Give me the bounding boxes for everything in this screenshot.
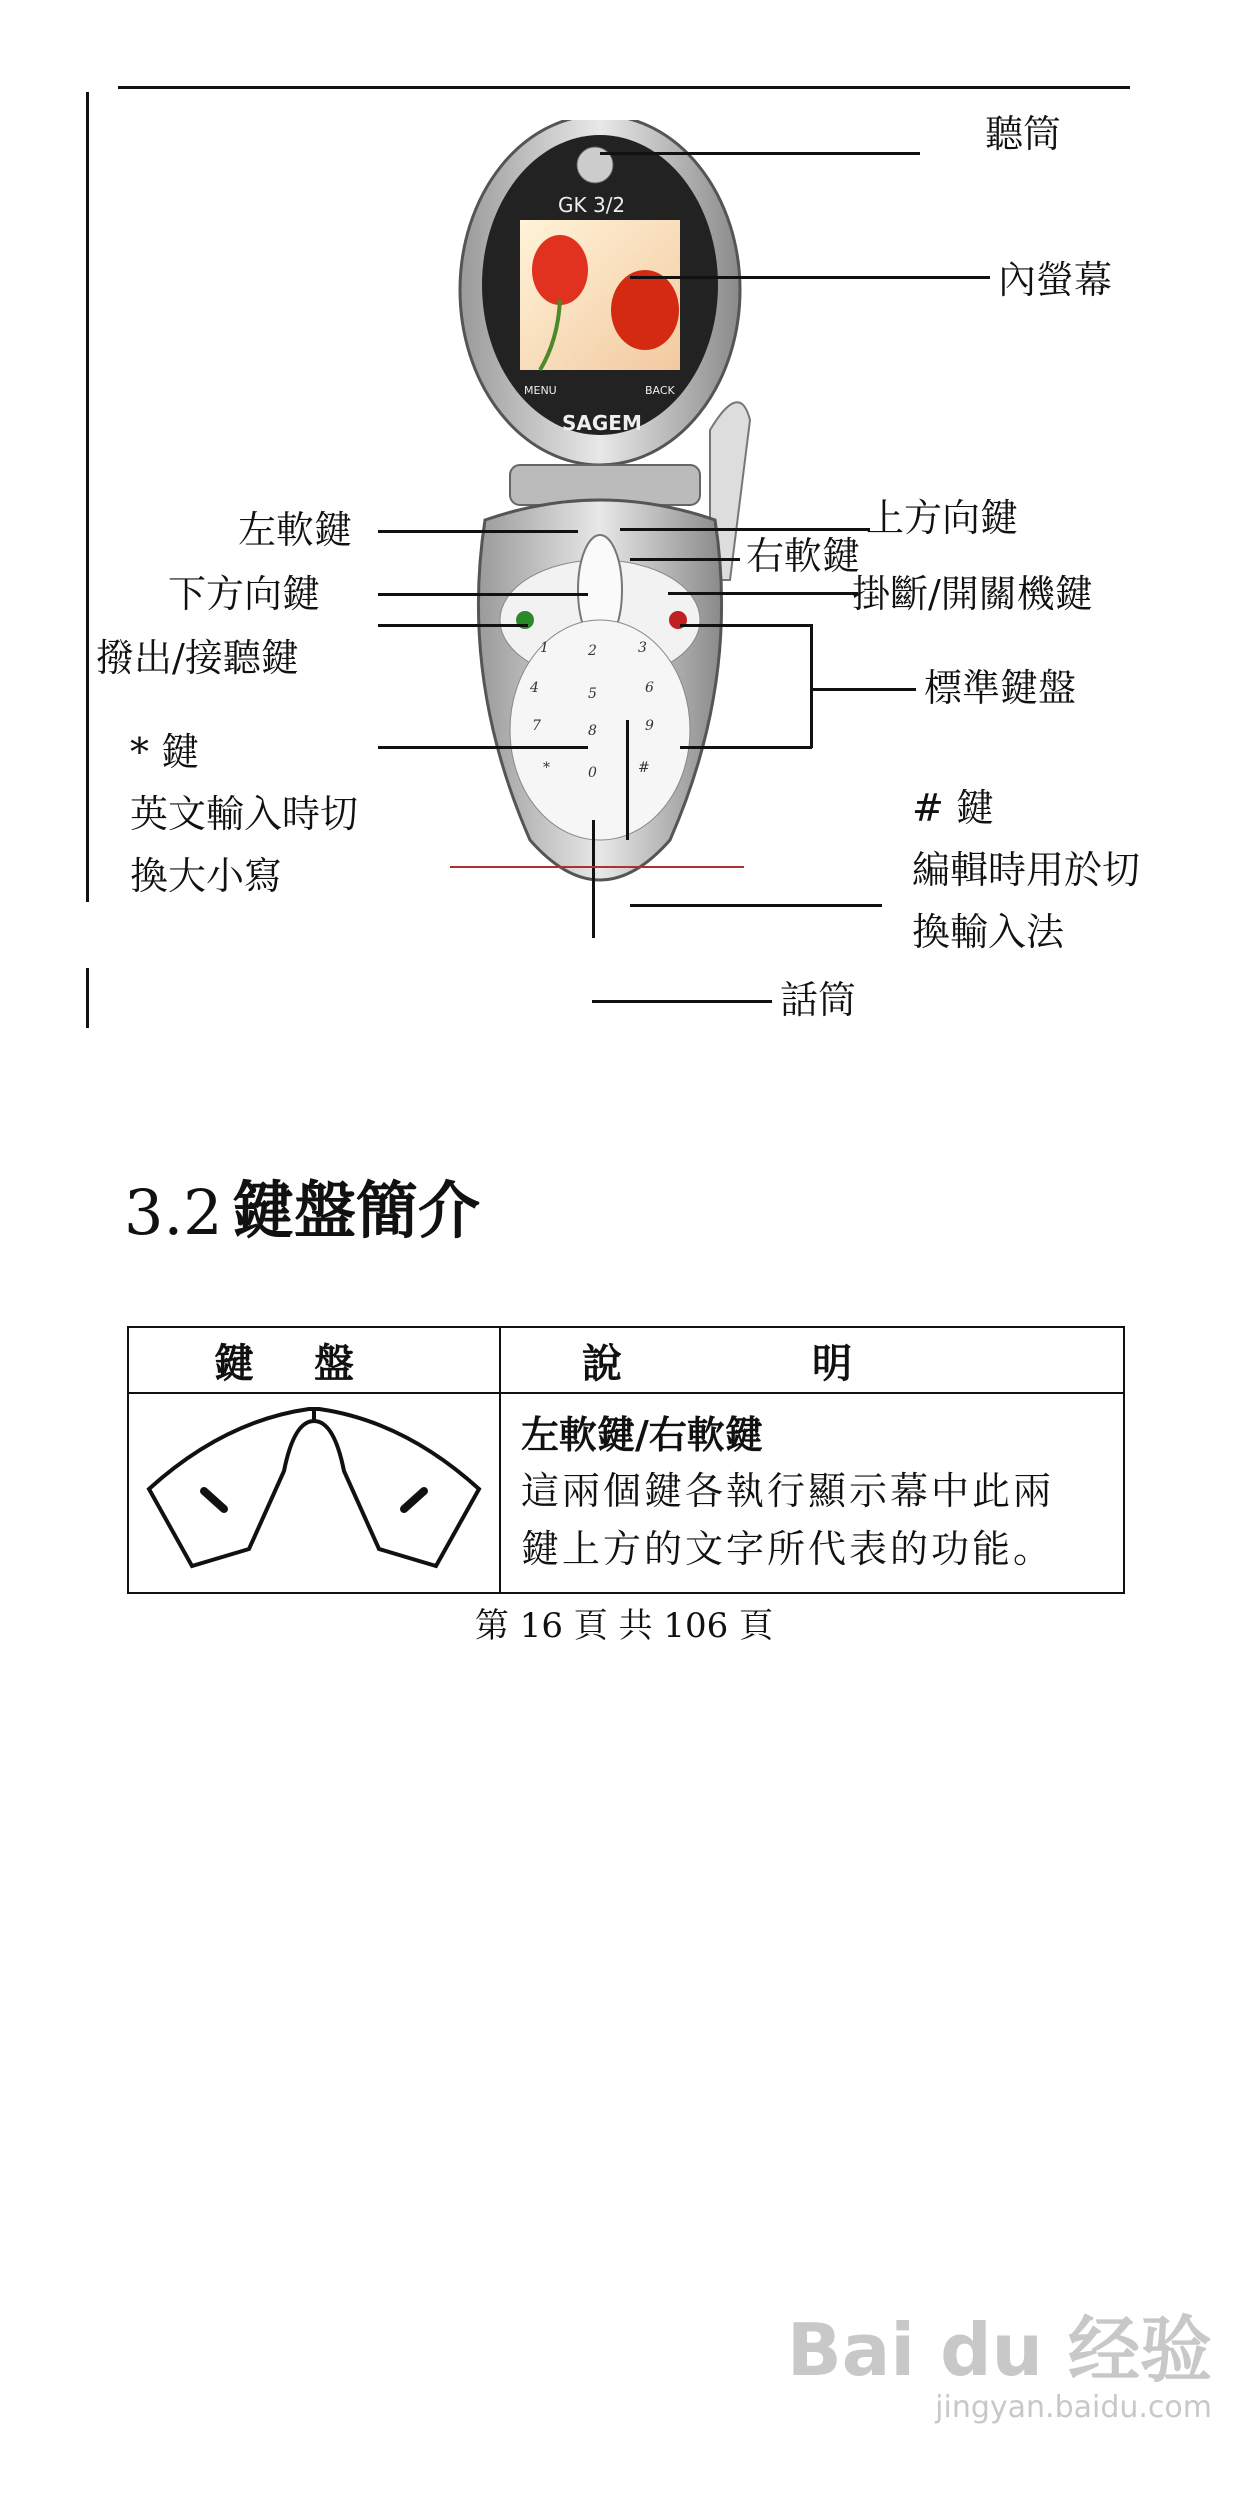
header-key: 鍵盤: [128, 1327, 500, 1393]
svg-text:5: 5: [588, 686, 597, 702]
leader-keypad-top: [680, 624, 812, 627]
label-star-key: * 鍵: [130, 730, 200, 774]
svg-text:9: 9: [645, 718, 654, 734]
row-title: 左軟鍵/右軟鍵: [521, 1412, 763, 1457]
label-microphone: 話筒: [780, 978, 857, 1022]
leader-keypad-bracket: [810, 624, 813, 748]
watermark: [787, 2310, 1212, 2425]
label-star-key-desc2: 換大小寫: [130, 854, 283, 898]
label-right-soft-key: 右軟鍵: [746, 534, 861, 578]
page-footer: 第 16 頁 共 106 頁: [474, 1606, 774, 1646]
svg-text:0: 0: [588, 765, 597, 781]
section-title: 鍵盤簡介: [232, 1174, 481, 1247]
phone-logo: SAGEM: [562, 411, 642, 435]
leader-keypad-bottom: [680, 746, 812, 749]
leader-up-key: [620, 528, 870, 531]
leader-mic-vertical: [592, 820, 595, 938]
svg-text:7: 7: [532, 718, 541, 734]
leader-hash-key: [626, 720, 629, 840]
svg-text:2: 2: [588, 643, 597, 659]
table-header-row: [128, 1327, 1124, 1393]
leader-hash-desc: [630, 904, 882, 907]
label-star-key-desc1: 英文輸入時切: [130, 792, 359, 836]
row-desc-line1: 這兩個鍵各執行顯示幕中此兩: [521, 1469, 1055, 1513]
label-left-soft-key: 左軟鍵: [238, 508, 353, 552]
label-end-power-key: 掛斷/開關機鍵: [852, 572, 1093, 616]
label-up-key: 上方向鍵: [866, 496, 1019, 540]
phone-brand-top: GK 3/2: [558, 193, 626, 217]
soft-keys-icon: [144, 1401, 484, 1581]
leader-earpiece: [600, 152, 920, 155]
soft-keys-drawing-cell: [128, 1393, 500, 1593]
svg-text:#: #: [638, 760, 650, 776]
section-number: 3.2: [124, 1176, 223, 1249]
phone-back-label: BACK: [645, 384, 675, 397]
phone-menu-label: MENU: [524, 384, 557, 397]
label-hash-key-desc2: 換輸入法: [912, 910, 1065, 954]
label-hash-key-desc1: 編輯時用於切: [912, 848, 1141, 892]
svg-text:1: 1: [540, 640, 549, 656]
key-table: [127, 1326, 1125, 1594]
row-desc-line2: 鍵上方的文字所代表的功能。: [521, 1527, 1055, 1571]
leader-inner-screen: [630, 276, 990, 279]
watermark-brand: Bai du 经验: [786, 2308, 1212, 2392]
leader-star-key: [378, 746, 588, 749]
header-desc: 說明: [500, 1327, 1124, 1393]
svg-text:8: 8: [588, 723, 597, 739]
margin-mark-top: [86, 92, 89, 902]
phone-illustration: [440, 120, 770, 960]
svg-text:*: *: [543, 760, 550, 776]
leader-keypad-out: [810, 688, 916, 691]
svg-text:4: 4: [530, 680, 539, 696]
leader-left-soft: [378, 530, 578, 533]
label-down-key: 下方向鍵: [168, 572, 321, 616]
soft-keys-desc-cell: [500, 1393, 1124, 1593]
leader-down-key: [378, 593, 588, 596]
label-inner-screen: 內螢幕: [998, 258, 1113, 302]
label-earpiece: 聽筒: [985, 112, 1062, 156]
leader-send-key: [378, 624, 528, 627]
label-hash-key: # 鍵: [912, 786, 994, 830]
leader-end-key: [668, 592, 858, 595]
label-send-key: 撥出/接聽鍵: [96, 636, 299, 680]
table-row: [128, 1393, 1124, 1593]
svg-text:6: 6: [645, 680, 654, 696]
top-rule: [118, 86, 1130, 89]
leader-mic: [592, 1000, 772, 1003]
leader-right-soft: [630, 558, 740, 561]
watermark-url: jingyan.baidu.com: [935, 2390, 1212, 2425]
margin-mark-bottom: [86, 968, 89, 1028]
svg-text:3: 3: [638, 640, 647, 656]
red-baseline: [450, 866, 744, 868]
label-keypad: 標準鍵盤: [924, 666, 1077, 710]
